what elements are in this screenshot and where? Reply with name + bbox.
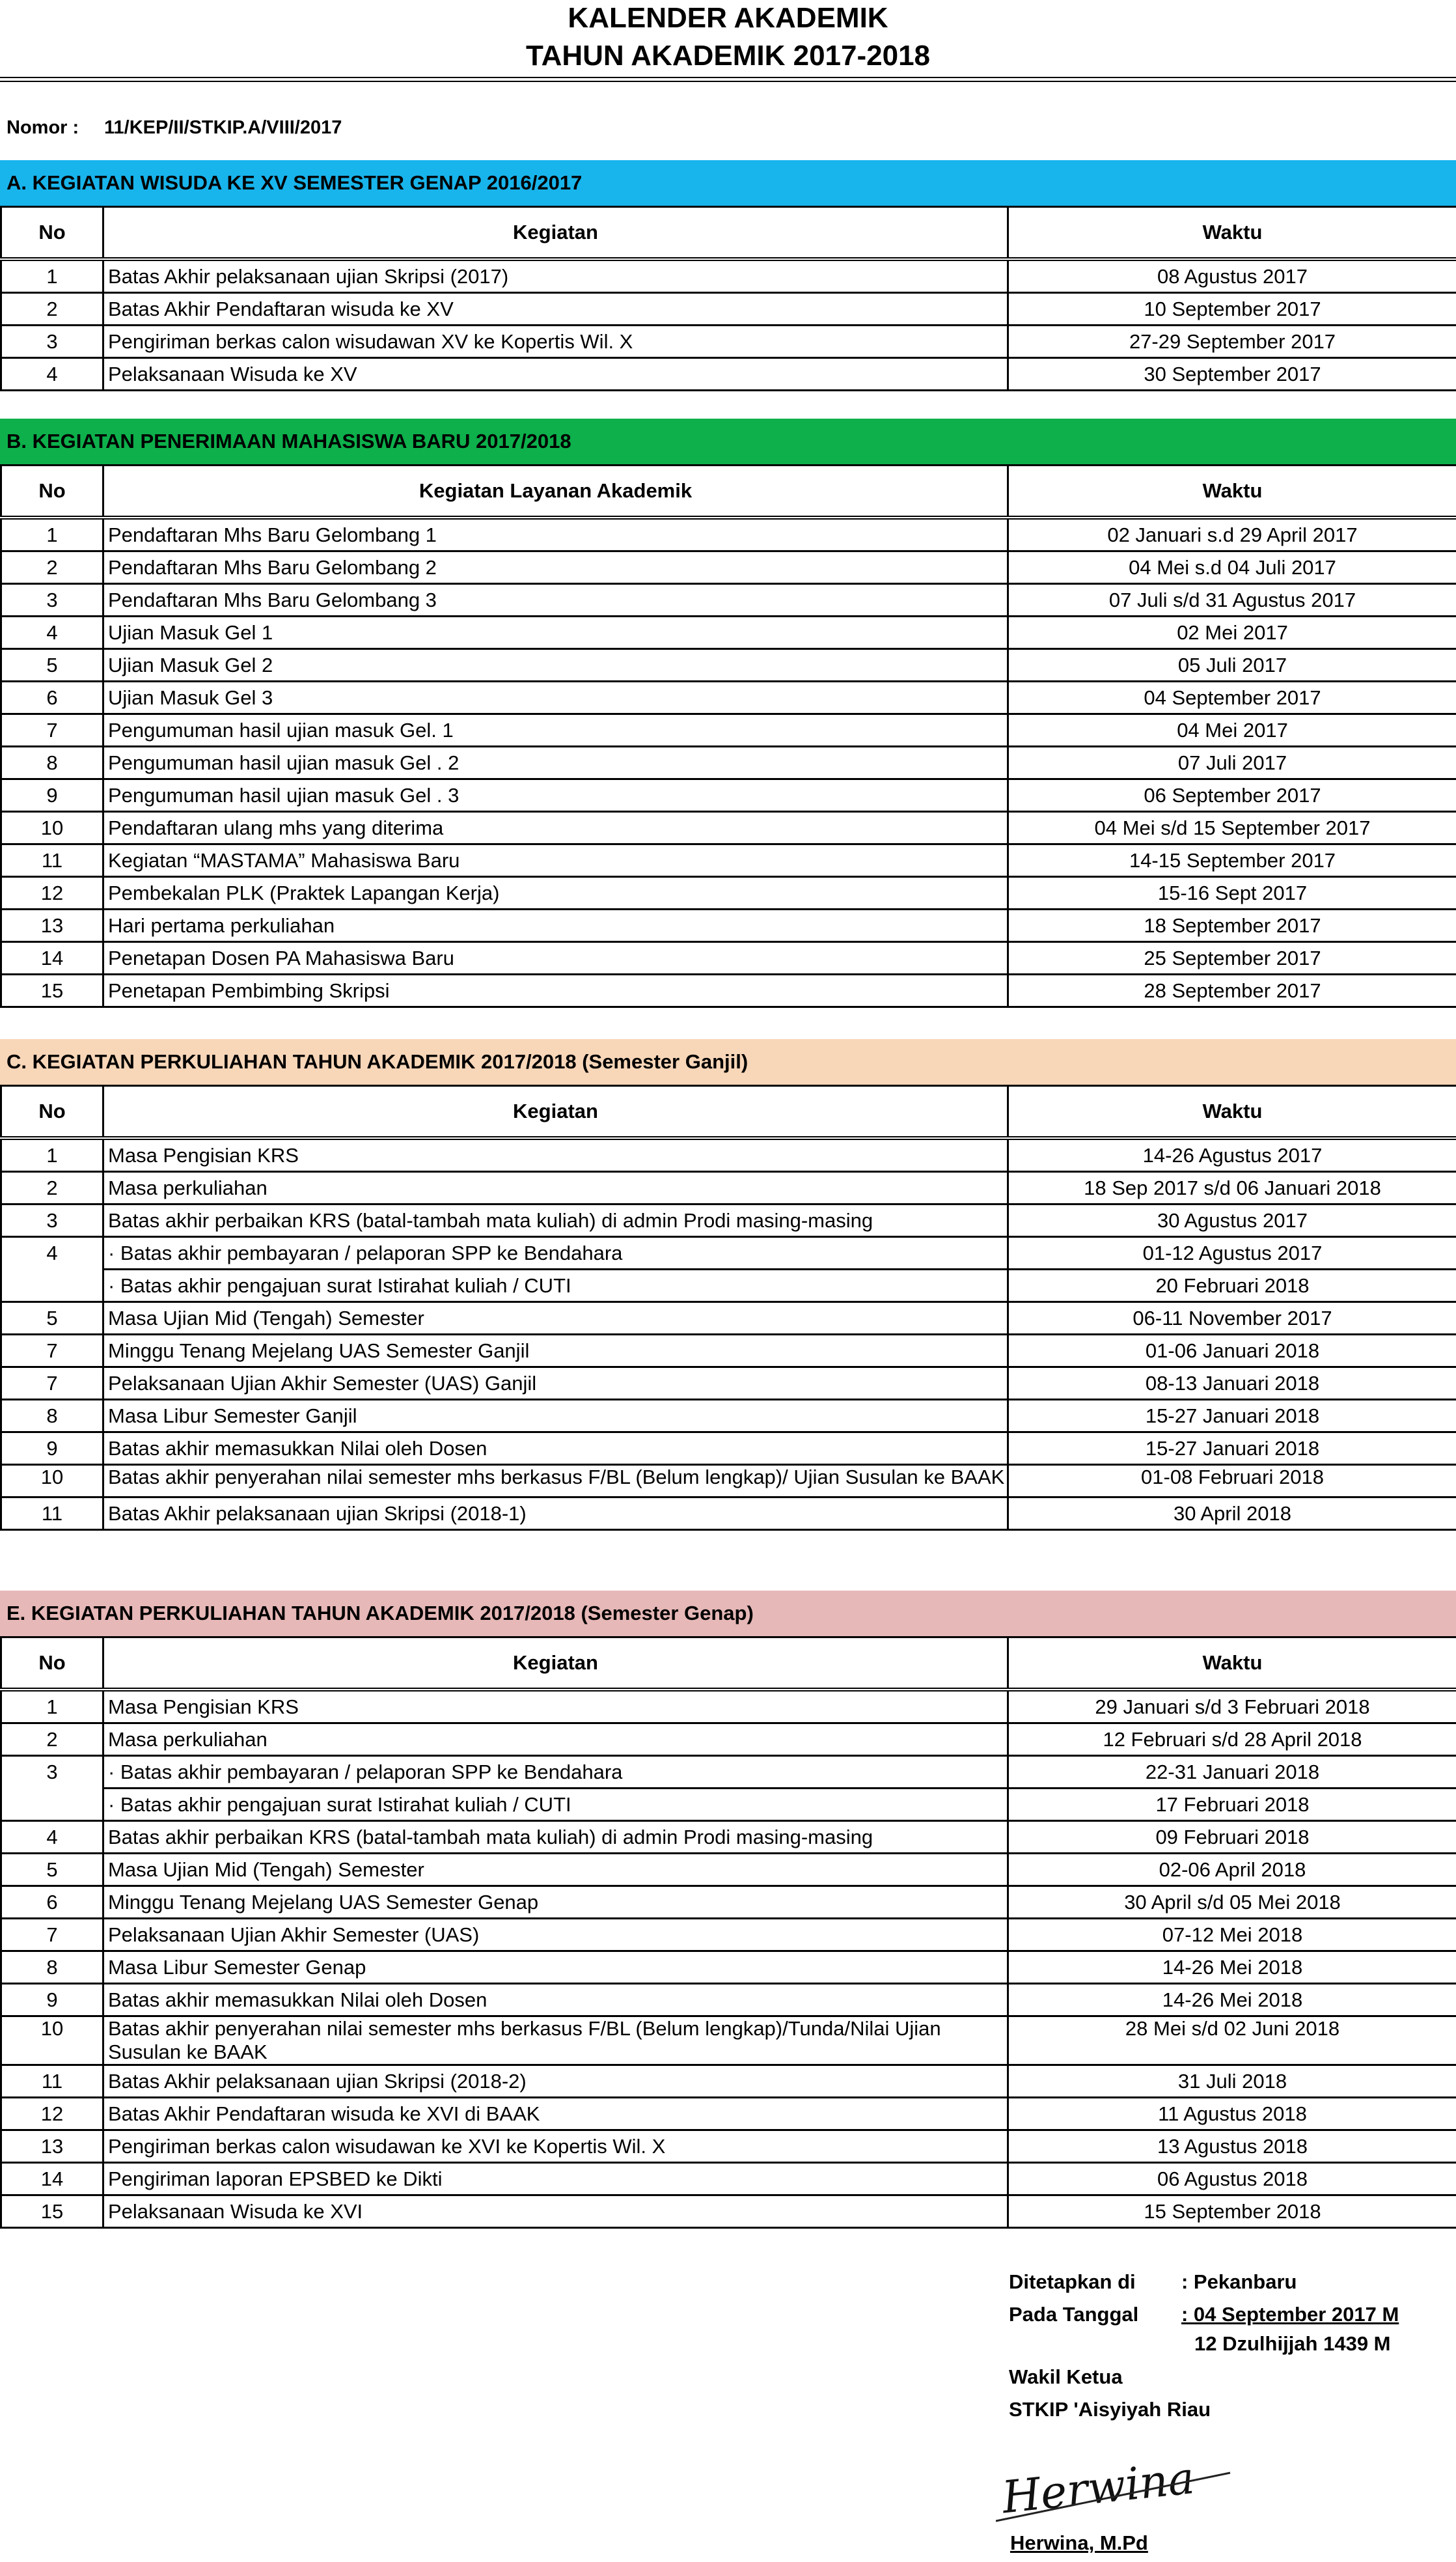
row-activity: Minggu Tenang Mejelang UAS Semester Ganjil <box>103 1335 1008 1367</box>
section-c-table <box>0 1085 1456 1531</box>
hijri-date: 12 Dzulhijjah 1439 M <box>1194 2332 1391 2355</box>
document-number <box>7 117 342 139</box>
row-time: 30 September 2017 <box>1008 358 1456 391</box>
table-row <box>1 1432 1456 1465</box>
row-activity: Masa Ujian Mid (Tengah) Semester <box>103 1854 1008 1886</box>
row-time: 08-13 Januari 2018 <box>1008 1367 1456 1400</box>
table-row <box>1 358 1456 391</box>
section-a-title: A. KEGIATAN WISUDA KE XV SEMESTER GENAP 2016/2017 <box>0 160 1456 206</box>
col-activity-header: Kegiatan Layanan Akademik <box>103 466 1008 518</box>
row-activity: · Batas akhir pembayaran / pelaporan SPP ke Bendahara <box>103 1756 1008 1789</box>
row-time: 07 Juli 2017 <box>1008 747 1456 779</box>
row-number: 3 <box>1 326 103 358</box>
document-title: KALENDER AKADEMIK <box>568 2 888 34</box>
section-e <box>0 1591 1456 2229</box>
section-a-table <box>0 206 1456 391</box>
row-number: 4 <box>1 358 103 391</box>
row-activity: Pelaksanaan Wisuda ke XVI <box>103 2195 1008 2228</box>
row-number: 5 <box>1 1854 103 1886</box>
row-number: 1 <box>1 518 103 551</box>
row-activity: Penetapan Dosen PA Mahasiswa Baru <box>103 942 1008 975</box>
col-no-header: No <box>1 1637 103 1690</box>
row-activity: Pelaksanaan Wisuda ke XV <box>103 358 1008 391</box>
row-number: 6 <box>1 1886 103 1919</box>
row-activity: Pengumuman hasil ujian masuk Gel . 3 <box>103 779 1008 812</box>
row-time: 02-06 April 2018 <box>1008 1854 1456 1886</box>
row-number: 13 <box>1 2130 103 2163</box>
table-row <box>1 1204 1456 1237</box>
row-time: 01-12 Agustus 2017 <box>1008 1237 1456 1270</box>
row-number: 3 <box>1 1204 103 1237</box>
row-activity: Pendaftaran Mhs Baru Gelombang 3 <box>103 584 1008 617</box>
row-number: 9 <box>1 1984 103 2016</box>
table-row <box>1 1723 1456 1756</box>
row-activity: Batas Akhir Pendaftaran wisuda ke XVI di BAAK <box>103 2098 1008 2130</box>
row-activity: Batas Akhir pelaksanaan ujian Skripsi (2018-2) <box>103 2065 1008 2098</box>
nomor-label: Nomor : <box>7 117 79 138</box>
row-number: 7 <box>1 1335 103 1367</box>
row-time: 17 Februari 2018 <box>1008 1789 1456 1821</box>
row-number: 11 <box>1 844 103 877</box>
row-time: 07-12 Mei 2018 <box>1008 1919 1456 1951</box>
row-number: 14 <box>1 942 103 975</box>
section-b <box>0 419 1456 1008</box>
handwritten-signature <box>996 2448 1256 2526</box>
row-number: 4 <box>1 1821 103 1854</box>
table-row <box>1 1951 1456 1984</box>
col-no-header: No <box>1 466 103 518</box>
row-activity: Pembekalan PLK (Praktek Lapangan Kerja) <box>103 877 1008 910</box>
table-row <box>1 1984 1456 2016</box>
row-number: 2 <box>1 1172 103 1204</box>
row-number: 12 <box>1 2098 103 2130</box>
nomor-value: 11/KEP/II/STKIP.A/VIII/2017 <box>104 117 342 138</box>
table-row <box>1 1172 1456 1204</box>
row-activity: Pelaksanaan Ujian Akhir Semester (UAS) <box>103 1919 1008 1951</box>
table-header-row <box>1 207 1456 260</box>
col-no-header: No <box>1 1086 103 1139</box>
section-e-title: E. KEGIATAN PERKULIAHAN TAHUN AKADEMIK 2017/2018 (Semester Genap) <box>0 1591 1456 1636</box>
row-number: 3 <box>1 1756 103 1789</box>
row-number: 10 <box>1 2016 103 2065</box>
row-activity: Batas akhir perbaikan KRS (batal-tambah mata kuliah) di admin Prodi masing-masing <box>103 1204 1008 1237</box>
section-e-table <box>0 1636 1456 2229</box>
signature-block <box>1009 2266 1399 2426</box>
row-time: 02 Januari s.d 29 April 2017 <box>1008 518 1456 551</box>
row-activity: Masa Ujian Mid (Tengah) Semester <box>103 1302 1008 1335</box>
table-row <box>1 1919 1456 1951</box>
row-time: 15 September 2018 <box>1008 2195 1456 2228</box>
row-activity: Masa Libur Semester Ganjil <box>103 1400 1008 1432</box>
row-activity: Ujian Masuk Gel 1 <box>103 617 1008 649</box>
table-row <box>1 1400 1456 1432</box>
row-activity: Pengumuman hasil ujian masuk Gel. 1 <box>103 714 1008 747</box>
table-row <box>1 2163 1456 2195</box>
row-time: 09 Februari 2018 <box>1008 1821 1456 1854</box>
col-time-header: Waktu <box>1008 1637 1456 1690</box>
table-row <box>1 1497 1456 1530</box>
document-subtitle: TAHUN AKADEMIK 2017-2018 <box>525 40 931 72</box>
row-time: 27-29 September 2017 <box>1008 326 1456 358</box>
table-row <box>1 910 1456 942</box>
table-row <box>1 747 1456 779</box>
row-number: 8 <box>1 747 103 779</box>
table-row <box>1 617 1456 649</box>
row-number: 6 <box>1 682 103 714</box>
row-number: 15 <box>1 975 103 1007</box>
row-activity: Masa Pengisian KRS <box>103 1138 1008 1172</box>
table-row <box>1 1756 1456 1789</box>
signer-position: Wakil Ketua <box>1009 2365 1123 2388</box>
row-activity: Pendaftaran ulang mhs yang diterima <box>103 812 1008 844</box>
row-time: 15-27 Januari 2018 <box>1008 1400 1456 1432</box>
row-number: 4 <box>1 1237 103 1270</box>
row-time: 07 Juli s/d 31 Agustus 2017 <box>1008 584 1456 617</box>
row-number: 11 <box>1 2065 103 2098</box>
row-time: 11 Agustus 2018 <box>1008 2098 1456 2130</box>
place-label: Ditetapkan di <box>1009 2270 1136 2293</box>
table-row <box>1 584 1456 617</box>
row-activity: Batas akhir penyerahan nilai semester mhs berkasus F/BL (Belum lengkap)/Tunda/Nilai Ujian Susulan ke BAAK <box>103 2016 1008 2065</box>
table-row <box>1 293 1456 326</box>
row-time: 08 Agustus 2017 <box>1008 259 1456 293</box>
row-activity: Masa Pengisian KRS <box>103 1690 1008 1723</box>
row-activity: Batas akhir perbaikan KRS (batal-tambah mata kuliah) di admin Prodi masing-masing <box>103 1821 1008 1854</box>
row-time: 06 September 2017 <box>1008 779 1456 812</box>
row-activity: Masa Libur Semester Genap <box>103 1951 1008 1984</box>
row-number: 8 <box>1 1951 103 1984</box>
signer-institution: STKIP 'Aisyiyah Riau <box>1009 2398 1211 2421</box>
row-activity: Batas Akhir pelaksanaan ujian Skripsi (2017) <box>103 259 1008 293</box>
row-time: 29 Januari s/d 3 Februari 2018 <box>1008 1690 1456 1723</box>
col-activity-header: Kegiatan <box>103 1637 1008 1690</box>
row-activity: Ujian Masuk Gel 3 <box>103 682 1008 714</box>
col-time-header: Waktu <box>1008 1086 1456 1139</box>
row-activity: Pengiriman berkas calon wisudawan XV ke Kopertis Wil. X <box>103 326 1008 358</box>
table-row <box>1 1465 1456 1497</box>
row-time: 25 September 2017 <box>1008 942 1456 975</box>
row-time: 04 September 2017 <box>1008 682 1456 714</box>
col-time-header: Waktu <box>1008 466 1456 518</box>
row-activity: Batas Akhir Pendaftaran wisuda ke XV <box>103 293 1008 326</box>
row-activity: Pendaftaran Mhs Baru Gelombang 2 <box>103 551 1008 584</box>
table-row <box>1 2195 1456 2228</box>
table-header-row <box>1 466 1456 518</box>
table-row <box>1 326 1456 358</box>
section-b-table <box>0 464 1456 1008</box>
row-time: 04 Mei 2017 <box>1008 714 1456 747</box>
table-row <box>1 1270 1456 1302</box>
row-activity: Kegiatan “MASTAMA” Mahasiswa Baru <box>103 844 1008 877</box>
table-row <box>1 877 1456 910</box>
row-time: 14-26 Mei 2018 <box>1008 1984 1456 2016</box>
table-row <box>1 259 1456 293</box>
table-row <box>1 649 1456 682</box>
signer-name: Herwina, M.Pd <box>1010 2531 1148 2554</box>
row-number: 14 <box>1 2163 103 2195</box>
row-time: 12 Februari s/d 28 April 2018 <box>1008 1723 1456 1756</box>
table-row <box>1 1335 1456 1367</box>
signature-text: Herwina <box>999 2452 1197 2524</box>
row-activity: Pelaksanaan Ujian Akhir Semester (UAS) Ganjil <box>103 1367 1008 1400</box>
row-number: 5 <box>1 649 103 682</box>
row-number: 2 <box>1 293 103 326</box>
table-row <box>1 2130 1456 2163</box>
row-time: 30 Agustus 2017 <box>1008 1204 1456 1237</box>
row-time: 02 Mei 2017 <box>1008 617 1456 649</box>
row-time: 14-15 September 2017 <box>1008 844 1456 877</box>
row-activity: Masa perkuliahan <box>103 1723 1008 1756</box>
row-number: 7 <box>1 1919 103 1951</box>
table-row <box>1 2016 1456 2065</box>
row-time: 01-08 Februari 2018 <box>1008 1465 1456 1497</box>
table-row <box>1 518 1456 551</box>
row-number: 13 <box>1 910 103 942</box>
table-row <box>1 2098 1456 2130</box>
table-header-row <box>1 1637 1456 1690</box>
row-time: 30 April 2018 <box>1008 1497 1456 1530</box>
row-time: 28 Mei s/d 02 Juni 2018 <box>1008 2016 1456 2065</box>
row-number: 5 <box>1 1302 103 1335</box>
table-row <box>1 1367 1456 1400</box>
col-time-header: Waktu <box>1008 207 1456 260</box>
row-number: 3 <box>1 584 103 617</box>
table-row <box>1 1237 1456 1270</box>
section-c-title: C. KEGIATAN PERKULIAHAN TAHUN AKADEMIK 2017/2018 (Semester Ganjil) <box>0 1039 1456 1085</box>
table-row <box>1 1821 1456 1854</box>
table-row <box>1 1854 1456 1886</box>
row-activity: Pendaftaran Mhs Baru Gelombang 1 <box>103 518 1008 551</box>
row-activity: Hari pertama perkuliahan <box>103 910 1008 942</box>
table-row <box>1 1789 1456 1821</box>
place-value: : Pekanbaru <box>1181 2270 1297 2293</box>
row-time: 04 Mei s/d 15 September 2017 <box>1008 812 1456 844</box>
row-activity: Batas akhir penyerahan nilai semester mhs berkasus F/BL (Belum lengkap)/ Ujian Susulan ke BAAK <box>103 1465 1008 1497</box>
title-divider-2 <box>0 81 1456 82</box>
row-activity: Minggu Tenang Mejelang UAS Semester Genap <box>103 1886 1008 1919</box>
row-activity: Pengiriman berkas calon wisudawan ke XVI ke Kopertis Wil. X <box>103 2130 1008 2163</box>
table-row <box>1 1690 1456 1723</box>
row-time: 20 Februari 2018 <box>1008 1270 1456 1302</box>
row-number: 8 <box>1 1400 103 1432</box>
table-row <box>1 1886 1456 1919</box>
table-row <box>1 812 1456 844</box>
row-time: 14-26 Mei 2018 <box>1008 1951 1456 1984</box>
section-c <box>0 1039 1456 1531</box>
table-row <box>1 779 1456 812</box>
row-time: 28 September 2017 <box>1008 975 1456 1007</box>
date-label: Pada Tanggal <box>1009 2303 1139 2326</box>
table-row <box>1 942 1456 975</box>
col-activity-header: Kegiatan <box>103 207 1008 260</box>
row-time: 30 April s/d 05 Mei 2018 <box>1008 1886 1456 1919</box>
date-value: : 04 September 2017 M <box>1181 2303 1399 2326</box>
table-row <box>1 1302 1456 1335</box>
row-number <box>1 1270 103 1302</box>
row-activity: Ujian Masuk Gel 2 <box>103 649 1008 682</box>
row-activity: Batas akhir memasukkan Nilai oleh Dosen <box>103 1984 1008 2016</box>
table-row <box>1 975 1456 1007</box>
row-number: 9 <box>1 1432 103 1465</box>
row-activity: Penetapan Pembimbing Skripsi <box>103 975 1008 1007</box>
row-activity: Batas Akhir pelaksanaan ujian Skripsi (2018-1) <box>103 1497 1008 1530</box>
table-row <box>1 682 1456 714</box>
row-time: 18 September 2017 <box>1008 910 1456 942</box>
row-number: 15 <box>1 2195 103 2228</box>
table-row <box>1 844 1456 877</box>
row-number: 10 <box>1 1465 103 1497</box>
section-a <box>0 160 1456 391</box>
row-number <box>1 1789 103 1821</box>
row-activity: Masa perkuliahan <box>103 1172 1008 1204</box>
row-time: 15-16 Sept 2017 <box>1008 877 1456 910</box>
row-activity: Pengumuman hasil ujian masuk Gel . 2 <box>103 747 1008 779</box>
row-time: 18 Sep 2017 s/d 06 Januari 2018 <box>1008 1172 1456 1204</box>
table-row <box>1 714 1456 747</box>
row-time: 06-11 November 2017 <box>1008 1302 1456 1335</box>
row-time: 13 Agustus 2018 <box>1008 2130 1456 2163</box>
row-number: 1 <box>1 1138 103 1172</box>
row-time: 14-26 Agustus 2017 <box>1008 1138 1456 1172</box>
title-divider <box>0 77 1456 78</box>
row-number: 7 <box>1 714 103 747</box>
section-b-title: B. KEGIATAN PENERIMAAN MAHASISWA BARU 2017/2018 <box>0 419 1456 464</box>
table-row <box>1 2065 1456 2098</box>
row-activity: · Batas akhir pembayaran / pelaporan SPP ke Bendahara <box>103 1237 1008 1270</box>
col-no-header: No <box>1 207 103 260</box>
row-number: 9 <box>1 779 103 812</box>
row-number: 10 <box>1 812 103 844</box>
row-number: 4 <box>1 617 103 649</box>
row-activity: · Batas akhir pengajuan surat Istirahat kuliah / CUTI <box>103 1270 1008 1302</box>
row-time: 01-06 Januari 2018 <box>1008 1335 1456 1367</box>
row-number: 1 <box>1 259 103 293</box>
row-time: 06 Agustus 2018 <box>1008 2163 1456 2195</box>
table-header-row <box>1 1086 1456 1139</box>
row-number: 2 <box>1 1723 103 1756</box>
row-activity: Batas akhir memasukkan Nilai oleh Dosen <box>103 1432 1008 1465</box>
row-number: 7 <box>1 1367 103 1400</box>
row-activity: · Batas akhir pengajuan surat Istirahat kuliah / CUTI <box>103 1789 1008 1821</box>
row-time: 10 September 2017 <box>1008 293 1456 326</box>
row-time: 04 Mei s.d 04 Juli 2017 <box>1008 551 1456 584</box>
row-number: 1 <box>1 1690 103 1723</box>
col-activity-header: Kegiatan <box>103 1086 1008 1139</box>
row-number: 11 <box>1 1497 103 1530</box>
row-number: 12 <box>1 877 103 910</box>
table-row <box>1 1138 1456 1172</box>
table-row <box>1 551 1456 584</box>
row-time: 05 Juli 2017 <box>1008 649 1456 682</box>
row-time: 31 Juli 2018 <box>1008 2065 1456 2098</box>
row-activity: Pengiriman laporan EPSBED ke Dikti <box>103 2163 1008 2195</box>
row-number: 2 <box>1 551 103 584</box>
row-time: 15-27 Januari 2018 <box>1008 1432 1456 1465</box>
row-time: 22-31 Januari 2018 <box>1008 1756 1456 1789</box>
